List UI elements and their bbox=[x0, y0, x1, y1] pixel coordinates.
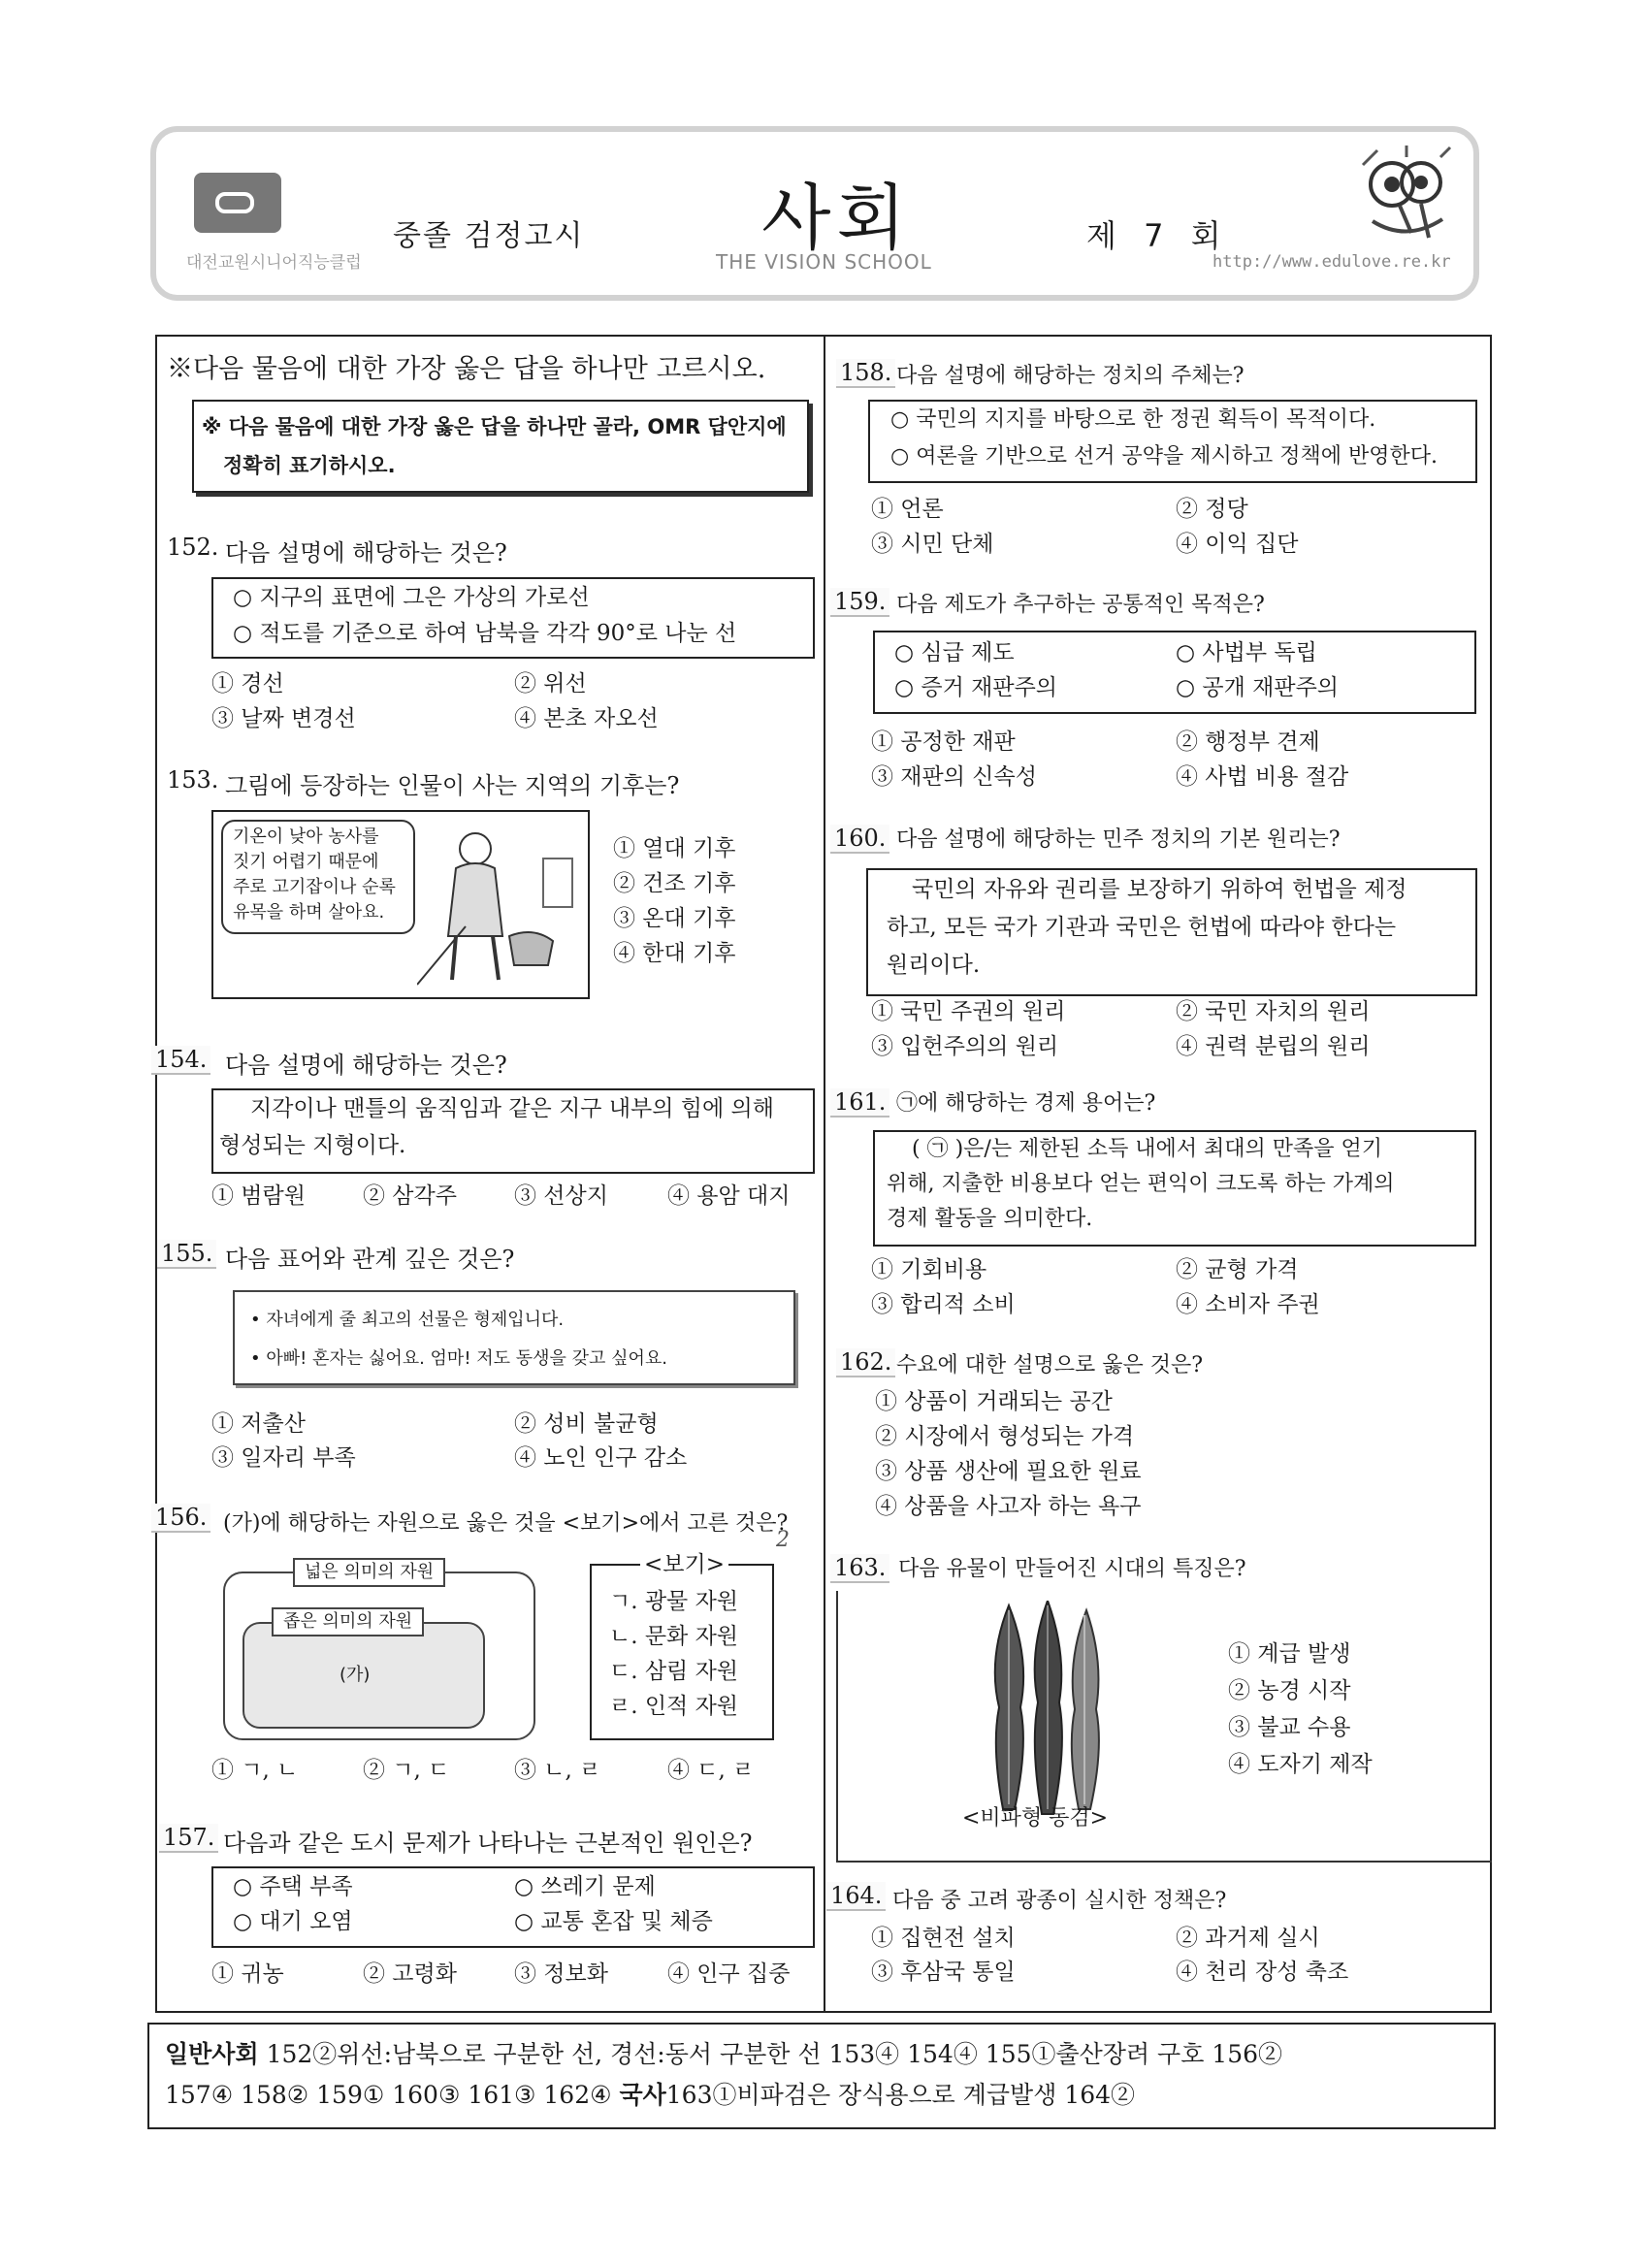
q155-option-2[interactable]: ② 성비 불균형 bbox=[514, 1411, 659, 1437]
q152-number: 152. bbox=[167, 534, 219, 561]
q153-number: 153. bbox=[167, 766, 219, 794]
q162-option-2[interactable]: ② 시장에서 형성되는 가격 bbox=[875, 1424, 1135, 1449]
q156-bogi-1: ㄱ. 광물 자원 bbox=[609, 1589, 739, 1614]
q154-box-line2: 형성되는 지형이다. bbox=[219, 1133, 406, 1158]
q156-option-3[interactable]: ③ ㄴ, ㄹ bbox=[514, 1758, 601, 1783]
q157-option-4[interactable]: ④ 인구 집중 bbox=[667, 1961, 791, 1987]
q154-option-4[interactable]: ④ 용암 대지 bbox=[667, 1183, 791, 1209]
q156-inner-label: 좁은 의미의 자원 bbox=[272, 1607, 424, 1636]
q152-option-4[interactable]: ④ 본초 자오선 bbox=[514, 706, 659, 731]
q156-option-4[interactable]: ④ ㄷ, ㄹ bbox=[667, 1758, 755, 1783]
website-url: http://www.edulove.re.kr bbox=[1212, 252, 1451, 272]
q163-bottom-rule bbox=[836, 1861, 1492, 1863]
q158-option-1[interactable]: ① 언론 bbox=[871, 497, 944, 522]
q163-option-4[interactable]: ④ 도자기 제작 bbox=[1228, 1752, 1373, 1777]
q162-option-1[interactable]: ① 상품이 거래되는 공간 bbox=[875, 1389, 1113, 1414]
q159-box-1: ○ 심급 제도 bbox=[894, 640, 1015, 665]
instruction-box-line2: 정확히 표기하시오. bbox=[223, 454, 396, 477]
q160-option-3[interactable]: ③ 입헌주의의 원리 bbox=[871, 1034, 1059, 1059]
q155-box-line2: • 아빠! 혼자는 싫어요. 엄마! 저도 동생을 갖고 싶어요. bbox=[250, 1348, 668, 1369]
q156-option-1[interactable]: ① ㄱ, ㄴ bbox=[211, 1758, 299, 1783]
instruction-box-line1: ※ 다음 물음에 대한 가장 옳은 답을 하나만 골라, OMR 답안지에 bbox=[202, 415, 787, 438]
q156-bogi-title: <보기> bbox=[640, 1552, 728, 1579]
q154-option-3[interactable]: ③ 선상지 bbox=[514, 1183, 608, 1209]
q153-speech-1: 기온이 낮아 농사를 bbox=[233, 826, 379, 847]
answer-line-2 bbox=[165, 2076, 1135, 2111]
q158-number: 158. bbox=[836, 359, 895, 388]
q153-option-2[interactable]: ② 건조 기후 bbox=[613, 871, 736, 896]
answer-line-1 bbox=[165, 2035, 1282, 2070]
bronze-dagger-icon bbox=[970, 1601, 1125, 1819]
q156-number: 156. bbox=[151, 1504, 210, 1533]
q159-box-3: ○ 증거 재판주의 bbox=[894, 675, 1057, 700]
q160-box-line3: 원리이다. bbox=[887, 953, 981, 978]
subject-title: 사회 bbox=[761, 177, 912, 260]
q157-box-1: ○ 주택 부족 bbox=[233, 1874, 353, 1899]
answer-line-1-text: 152②위선:남북으로 구분한 선, 경선:동서 구분한 선 153④ 154④ 155①출산장려 구호 156② bbox=[266, 2040, 1283, 2068]
q157-option-1[interactable]: ① 귀농 bbox=[211, 1961, 284, 1987]
exam-type: 중졸 검정고시 bbox=[393, 219, 585, 253]
q153-option-1[interactable]: ① 열대 기후 bbox=[613, 836, 736, 861]
q163-number: 163. bbox=[830, 1554, 889, 1583]
q159-box-4: ○ 공개 재판주의 bbox=[1176, 675, 1339, 700]
q152-option-3[interactable]: ③ 날짜 변경선 bbox=[211, 706, 356, 731]
q156-bogi-4: ㄹ. 인적 자원 bbox=[609, 1694, 739, 1719]
q154-question: 다음 설명에 해당하는 것은? bbox=[225, 1052, 507, 1079]
q153-speech-4: 유목을 하며 살아요. bbox=[233, 902, 385, 923]
q153-question: 그림에 등장하는 인물이 사는 지역의 기후는? bbox=[225, 772, 680, 799]
q155-question: 다음 표어와 관계 깊은 것은? bbox=[225, 1246, 515, 1273]
q152-option-1[interactable]: ① 경선 bbox=[211, 671, 284, 697]
q155-box-line1: • 자녀에게 줄 최고의 선물은 형제입니다. bbox=[250, 1310, 565, 1330]
q163-option-3[interactable]: ③ 불교 수용 bbox=[1228, 1715, 1351, 1740]
q160-number: 160. bbox=[830, 825, 889, 854]
q156-question: (가)에 해당하는 자원으로 옳은 것을 <보기>에서 고른 것은? bbox=[223, 1511, 789, 1536]
q160-option-2[interactable]: ② 국민 자치의 원리 bbox=[1176, 999, 1371, 1024]
q161-option-3[interactable]: ③ 합리적 소비 bbox=[871, 1292, 1016, 1317]
column-divider bbox=[824, 335, 825, 2013]
q155-number: 155. bbox=[157, 1240, 216, 1269]
q160-box-line2: 하고, 모든 국가 기관과 국민은 헌법에 따라야 한다는 bbox=[887, 915, 1397, 940]
q155-option-4[interactable]: ④ 노인 인구 감소 bbox=[514, 1445, 688, 1471]
q155-option-1[interactable]: ① 저출산 bbox=[211, 1411, 306, 1437]
q159-option-1[interactable]: ① 공정한 재판 bbox=[871, 729, 1016, 755]
q161-option-1[interactable]: ① 기회비용 bbox=[871, 1257, 987, 1282]
q159-option-2[interactable]: ② 행정부 견제 bbox=[1176, 729, 1320, 755]
instruction-box bbox=[192, 400, 809, 493]
answer-line-2b-text: 163①비파검은 장식용으로 계급발생 164② bbox=[665, 2081, 1136, 2109]
herder-figure-icon bbox=[417, 820, 582, 994]
q162-option-3[interactable]: ③ 상품 생산에 필요한 원료 bbox=[875, 1459, 1142, 1484]
q164-option-4[interactable]: ④ 천리 장성 축조 bbox=[1176, 1960, 1349, 1985]
q162-option-4[interactable]: ④ 상품을 사고자 하는 욕구 bbox=[875, 1494, 1142, 1519]
q153-speech-3: 주로 고기잡이나 순록 bbox=[233, 877, 396, 897]
q157-question: 다음과 같은 도시 문제가 나타나는 근본적인 원인은? bbox=[223, 1830, 753, 1857]
q153-speech-2: 짓기 어렵기 때문에 bbox=[233, 852, 379, 872]
q163-left-rule bbox=[836, 1591, 838, 1863]
q158-box-line1: ○ 국민의 지지를 바탕으로 한 정권 획득이 목적이다. bbox=[890, 407, 1376, 432]
answer-label-general-social: 일반사회 bbox=[165, 2040, 259, 2068]
q158-question: 다음 설명에 해당하는 정치의 주체는? bbox=[896, 364, 1245, 388]
q158-option-3[interactable]: ③ 시민 단체 bbox=[871, 532, 994, 557]
q152-option-2[interactable]: ② 위선 bbox=[514, 671, 587, 697]
q161-box-line1: ( ㉠ )은/는 제한된 소득 내에서 최대의 만족을 얻기 bbox=[912, 1137, 1383, 1161]
logo-caption: 대전교원시니어직능클럽 bbox=[186, 253, 362, 273]
q156-ga-label: (가) bbox=[340, 1665, 371, 1685]
q160-option-4[interactable]: ④ 권력 분립의 원리 bbox=[1176, 1034, 1371, 1059]
q161-box-line3: 경제 활동을 의미한다. bbox=[887, 1207, 1093, 1231]
q162-number: 162. bbox=[836, 1348, 895, 1377]
q154-number: 154. bbox=[151, 1046, 210, 1075]
q160-box-line1: 국민의 자유와 권리를 보장하기 위하여 헌법을 제정 bbox=[912, 877, 1407, 902]
q161-option-2[interactable]: ② 균형 가격 bbox=[1176, 1257, 1299, 1282]
q156-outer-label: 넓은 의미의 자원 bbox=[293, 1558, 445, 1587]
logo-icon bbox=[194, 173, 281, 233]
q158-option-2[interactable]: ② 정당 bbox=[1176, 497, 1248, 522]
q156-bogi-2: ㄴ. 문화 자원 bbox=[609, 1624, 739, 1649]
answer-label-history: 국사 bbox=[619, 2081, 666, 2109]
q161-number: 161. bbox=[830, 1088, 889, 1118]
q164-number: 164. bbox=[826, 1882, 886, 1911]
q153-option-4[interactable]: ④ 한대 기후 bbox=[613, 941, 736, 966]
q152-box-line1: ○ 지구의 표면에 그은 가상의 가로선 bbox=[233, 585, 590, 610]
q157-box-2: ○ 쓰레기 문제 bbox=[514, 1874, 656, 1899]
q164-question: 다음 중 고려 광종이 실시한 정책은? bbox=[892, 1889, 1227, 1913]
q155-slogan-card bbox=[233, 1290, 795, 1385]
q153-option-3[interactable]: ③ 온대 기후 bbox=[613, 906, 736, 931]
q164-option-1[interactable]: ① 집현전 설치 bbox=[871, 1926, 1016, 1951]
q160-question: 다음 설명에 해당하는 민주 정치의 기본 원리는? bbox=[896, 827, 1341, 852]
q152-box-line2: ○ 적도를 기준으로 하여 남북을 각각 90°로 나눈 선 bbox=[233, 621, 737, 646]
answer-line-2a-text: 157④ 158② 159① 160③ 161③ 162④ bbox=[165, 2081, 612, 2109]
q163-question: 다음 유물이 만들어진 시대의 특징은? bbox=[898, 1557, 1246, 1581]
q162-question: 수요에 대한 설명으로 옳은 것은? bbox=[896, 1353, 1204, 1377]
q154-option-1[interactable]: ① 범람원 bbox=[211, 1183, 306, 1209]
q156-bogi-3: ㄷ. 삼림 자원 bbox=[609, 1659, 739, 1684]
q159-question: 다음 제도가 추구하는 공통적인 목적은? bbox=[896, 593, 1265, 617]
q152-question: 다음 설명에 해당하는 것은? bbox=[225, 539, 507, 567]
instruction-main: ※다음 물음에 대한 가장 옳은 답을 하나만 고르시오. bbox=[167, 354, 766, 384]
q154-box-line1: 지각이나 맨틀의 움직임과 같은 지구 내부의 힘에 의해 bbox=[250, 1096, 774, 1121]
q157-box-3: ○ 대기 오염 bbox=[233, 1909, 353, 1934]
q164-option-2[interactable]: ② 과거제 실시 bbox=[1176, 1926, 1320, 1951]
q163-option-2[interactable]: ② 농경 시작 bbox=[1228, 1678, 1351, 1703]
q158-box-line2: ○ 여론을 기반으로 선거 공약을 제시하고 정책에 반영한다. bbox=[890, 444, 1438, 469]
q161-question: ㉠에 해당하는 경제 용어는? bbox=[896, 1091, 1156, 1116]
school-name: THE VISION SCHOOL bbox=[716, 250, 932, 274]
exam-round: 제 7 회 bbox=[1086, 217, 1221, 254]
q158-option-4[interactable]: ④ 이익 집단 bbox=[1176, 532, 1299, 557]
q160-option-1[interactable]: ① 국민 주권의 원리 bbox=[871, 999, 1066, 1024]
q157-number: 157. bbox=[159, 1824, 218, 1853]
q161-option-4[interactable]: ④ 소비자 주권 bbox=[1176, 1292, 1320, 1317]
mascot-icon bbox=[1353, 146, 1460, 247]
q159-number: 159. bbox=[830, 588, 889, 617]
q159-option-4[interactable]: ④ 사법 비용 절감 bbox=[1176, 764, 1349, 790]
q161-box-line2: 위해, 지출한 비용보다 얻는 편익이 크도록 하는 가계의 bbox=[887, 1172, 1395, 1196]
q159-option-3[interactable]: ③ 재판의 신속성 bbox=[871, 764, 1037, 790]
q159-box-2: ○ 사법부 독립 bbox=[1176, 640, 1317, 665]
q163-option-1[interactable]: ① 계급 발생 bbox=[1228, 1641, 1351, 1667]
q157-box-4: ○ 교통 혼잡 및 체증 bbox=[514, 1909, 713, 1934]
q157-option-2[interactable]: ② 고령화 bbox=[363, 1961, 457, 1987]
q156-handwritten-mark: 2 bbox=[776, 1528, 790, 1552]
q154-option-2[interactable]: ② 삼각주 bbox=[363, 1183, 457, 1209]
q163-caption: <비파형 동검> bbox=[962, 1806, 1109, 1831]
q156-option-2[interactable]: ② ㄱ, ㄷ bbox=[363, 1758, 450, 1783]
q164-option-3[interactable]: ③ 후삼국 통일 bbox=[871, 1960, 1016, 1985]
q157-option-3[interactable]: ③ 정보화 bbox=[514, 1961, 608, 1987]
q155-option-3[interactable]: ③ 일자리 부족 bbox=[211, 1445, 356, 1471]
